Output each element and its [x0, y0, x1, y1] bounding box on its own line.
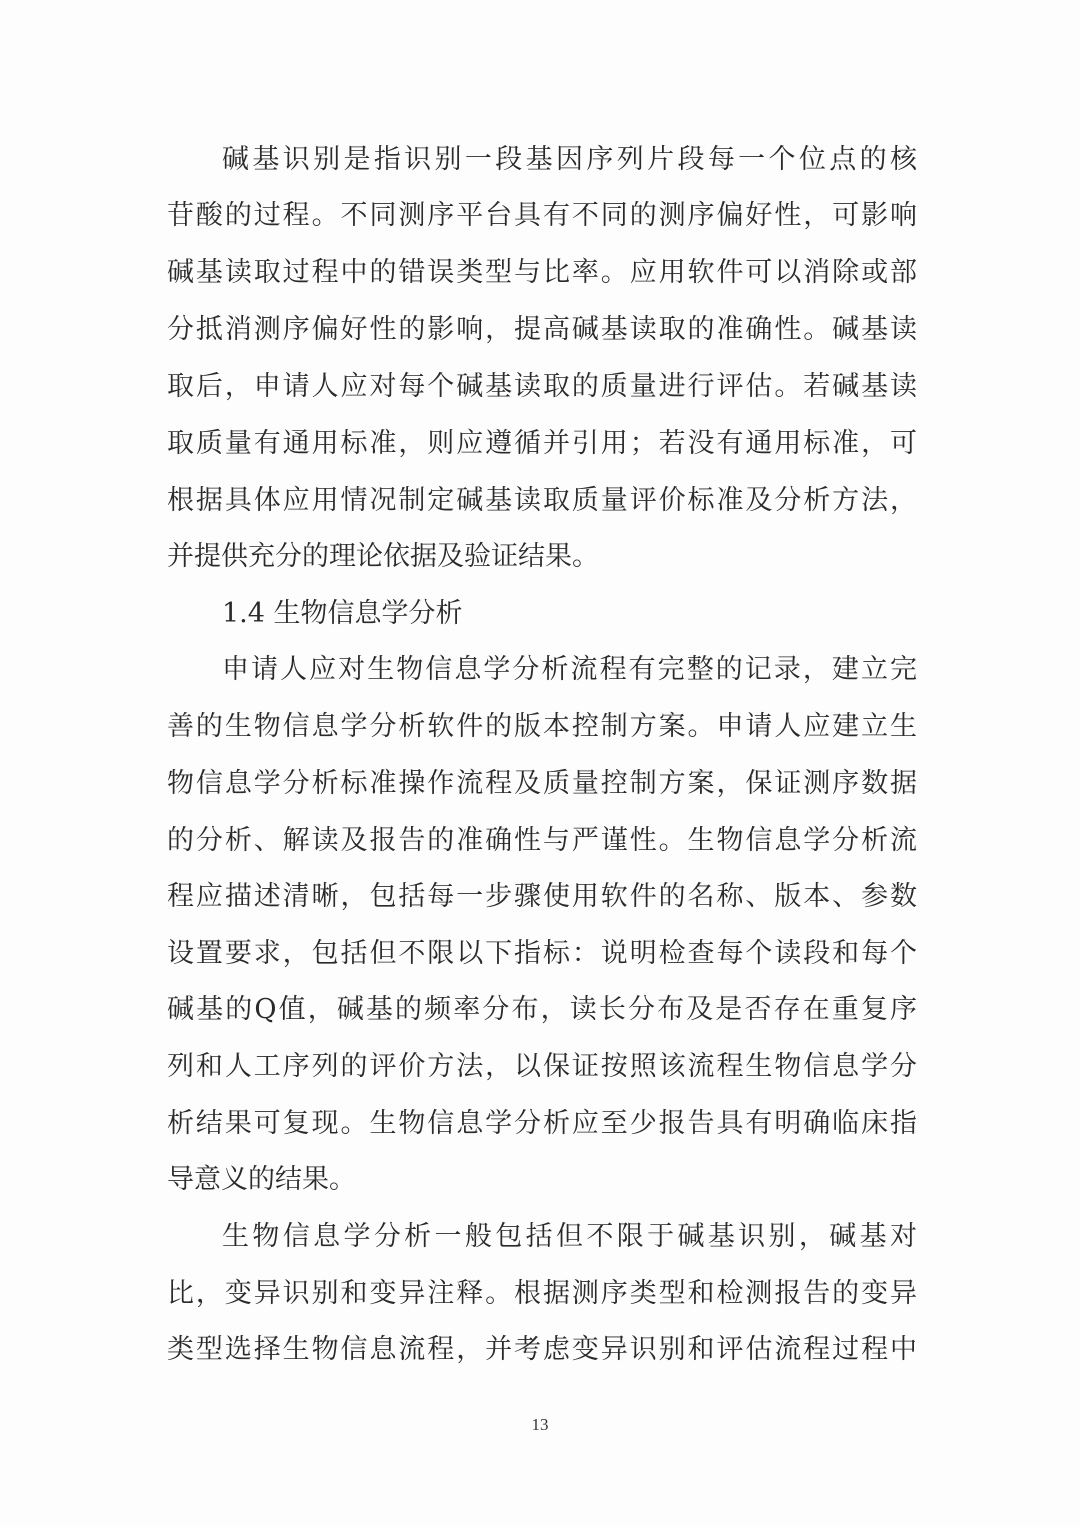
paragraph-line: 根据具体应用情况制定碱基读取质量评价标准及分析方法， — [167, 485, 917, 516]
paragraph-line: 申请人应对生物信息学分析流程有完整的记录，建立完 — [222, 654, 917, 685]
paragraph-line: 碱基识别是指识别一段基因序列片段每一个位点的核 — [222, 144, 917, 175]
paragraph-line: 碱基读取过程中的错误类型与比率。应用软件可以消除或部 — [167, 257, 917, 288]
paragraph-line: 列和人工序列的评价方法，以保证按照该流程生物信息学分 — [167, 1051, 917, 1082]
paragraph-line: 类型选择生物信息流程，并考虑变异识别和评估流程过程中 — [167, 1334, 917, 1365]
paragraph-line: 导意义的结果。 — [167, 1164, 356, 1195]
paragraph-line: 生物信息学分析一般包括但不限于碱基识别，碱基对 — [222, 1221, 917, 1252]
paragraph-line: 设置要求，包括但不限以下指标：说明检查每个读段和每个 — [167, 938, 917, 969]
paragraph-line: 碱基的Q值，碱基的频率分布，读长分布及是否存在重复序 — [167, 994, 917, 1025]
section-heading: 1.4 生物信息学分析 — [222, 598, 463, 629]
paragraph-line: 取后，申请人应对每个碱基读取的质量进行评估。若碱基读 — [167, 371, 917, 402]
paragraph-line: 物信息学分析标准操作流程及质量控制方案，保证测序数据 — [167, 768, 917, 799]
paragraph-line: 比，变异识别和变异注释。根据测序类型和检测报告的变异 — [167, 1278, 917, 1309]
paragraph-line: 并提供充分的理论依据及验证结果。 — [167, 541, 599, 572]
paragraph-line: 析结果可复现。生物信息学分析应至少报告具有明确临床指 — [167, 1108, 917, 1139]
paragraph-line: 取质量有通用标准，则应遵循并引用；若没有通用标准，可 — [167, 428, 917, 459]
paragraph-line: 分抵消测序偏好性的影响，提高碱基读取的准确性。碱基读 — [167, 314, 917, 345]
paragraph-line: 程应描述清晰，包括每一步骤使用软件的名称、版本、参数 — [167, 881, 917, 912]
paragraph-line: 善的生物信息学分析软件的版本控制方案。申请人应建立生 — [167, 711, 917, 742]
paragraph-line: 苷酸的过程。不同测序平台具有不同的测序偏好性，可影响 — [167, 200, 917, 231]
page-number: 13 — [531, 1415, 549, 1434]
paragraph-line: 的分析、解读及报告的准确性与严谨性。生物信息学分析流 — [167, 825, 917, 856]
